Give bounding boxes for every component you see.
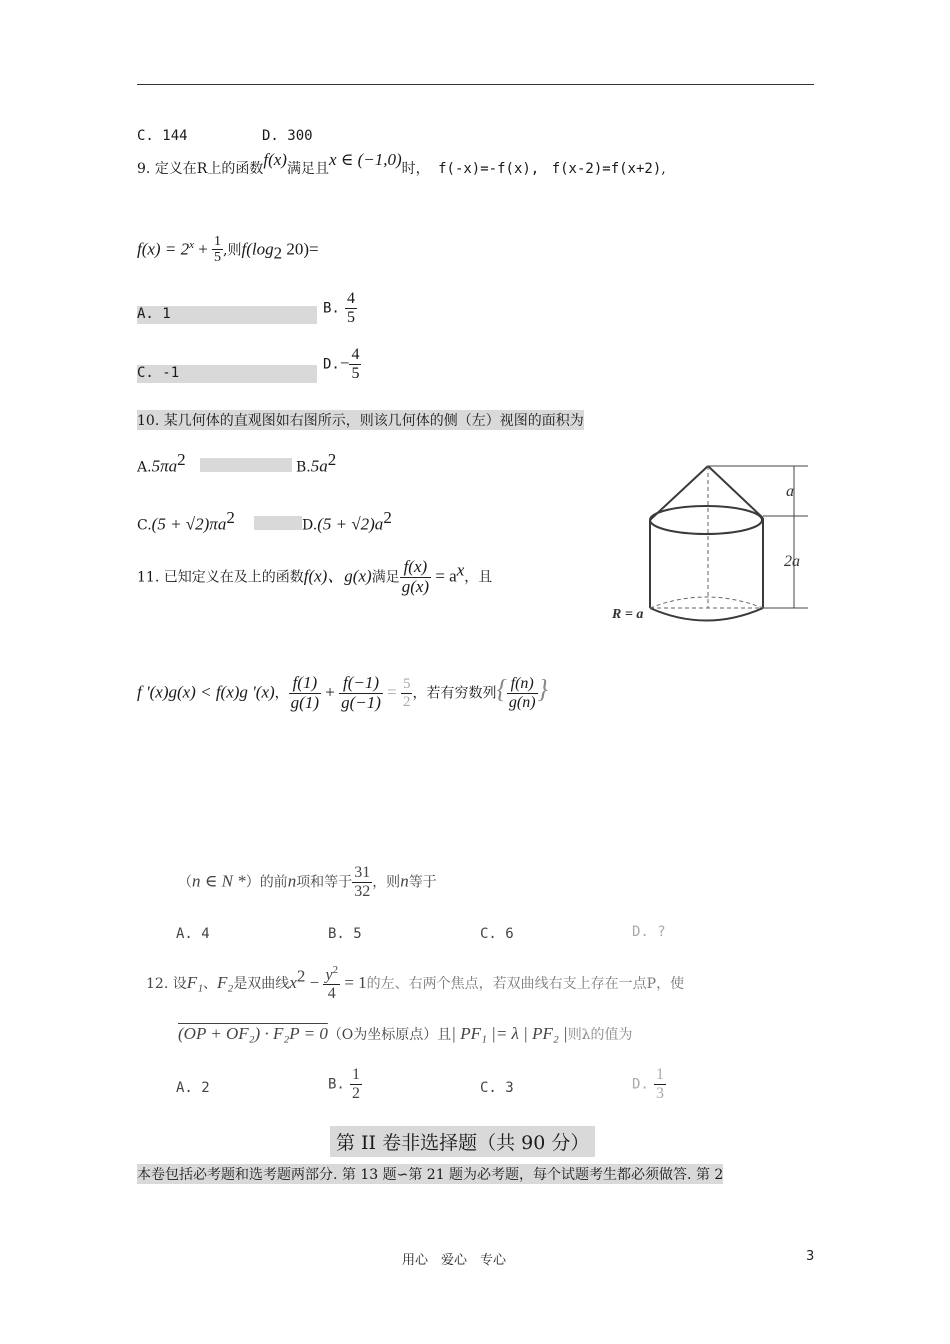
q9-option-c: C. -1 [137,365,317,383]
q9-stem: 9. 定义在R上的函数f(x)满足且x ∈ (−1,0)时， f(-x)=-f(x), f(x-2)=f(x+2), [137,150,666,177]
q9-definition: $f(x) = 2^x$ + $\frac{1}{5}$ ,则$f(\log_2$ 20)= [137,234,319,266]
q12-option-a: A. 2 [176,1080,210,1096]
section-intro: 本卷包括必考题和选考题两部分. 第 13 题∽第 21 题为必考题，每个试题考生都必须做答. 第 2 [137,1164,723,1184]
cylinder-top-ellipse [650,506,762,534]
q10-gap-highlight-2 [254,516,302,530]
q12-stem: 12. 设F₁、F₂是双曲线$x^2$ − $\frac{y^2}{4}$ = 1的左、右两个焦点，若双曲线右支上存在一点P，使 [146,964,685,1002]
q11-continuation: （n ∈ N *）的前n项和等于 $\frac{31}{32}$ ，则n等于 [178,864,437,900]
section-title: 第 II 卷非选择题（共 90 分） [330,1126,595,1157]
fig-label-2a: 2a [784,553,800,570]
q10-option-d: $D.(5 + √2)a^2$ [302,508,392,534]
q10-stem: 10. 某几何体的直观图如右图所示，则该几何体的侧（左）视图的面积为 [137,410,584,430]
q12-option-b: B. $\frac{1}{2}$ [328,1066,360,1102]
q10-gap-highlight [200,458,292,472]
q11-option-d: D. ? [632,924,666,940]
cylinder-bottom-back [650,597,763,608]
fig-label-r: R = a [612,607,644,622]
q9-option-a: A. 1 [137,306,317,324]
q11-condition: f '(x)g(x) < f(x)g '(x)， $\frac{f(1)}{g(1)}$ + $\frac{f(-1)}{g(-1)}$ = $\frac{5}{2}$ ，若有穷数列{ $\frac{f(n)}{g(n)}$ } [137,673,548,712]
footer-motto: 用心 爱心 专心 [402,1253,507,1268]
q11-option-c: C. 6 [480,926,514,942]
q9-option-b: B. $\frac{4}{5}$ [323,290,355,326]
q12-option-c: C. 3 [480,1080,514,1096]
cone-right-edge [708,466,763,518]
q10-option-a: $A.5\pi a^2$ [137,450,186,476]
q9-option-d: D.− $\frac{4}{5}$ [323,346,360,382]
page-number: 3 [806,1249,815,1264]
header-rule [137,84,814,85]
geometry-figure [608,458,818,644]
q11-option-b: B. 5 [328,926,362,942]
q8-option-c: C. 144 [137,128,188,144]
cylinder-bottom-front [650,608,763,621]
q8-option-d: D. 300 [262,128,313,144]
q11-stem: 11. 已知定义在及上的函数f(x)、g(x)满足 $\frac{f(x)}{g(x)}$ = $a^x$，且 [137,557,493,596]
q12-option-d: D. $\frac{1}{3}$ [632,1066,664,1102]
q10-option-b: $B.5a^2$ [296,450,337,476]
q11-option-a: A. 4 [176,926,210,942]
fig-label-a: a [786,483,794,500]
q10-option-c: $C.(5 + √2)\pi a^2$ [137,508,235,534]
q12-condition: (OP + OF₂) · F₂P = 0（O为坐标原点）且| PF₁ |= λ | PF₂ |则λ的值为 [178,1024,633,1043]
